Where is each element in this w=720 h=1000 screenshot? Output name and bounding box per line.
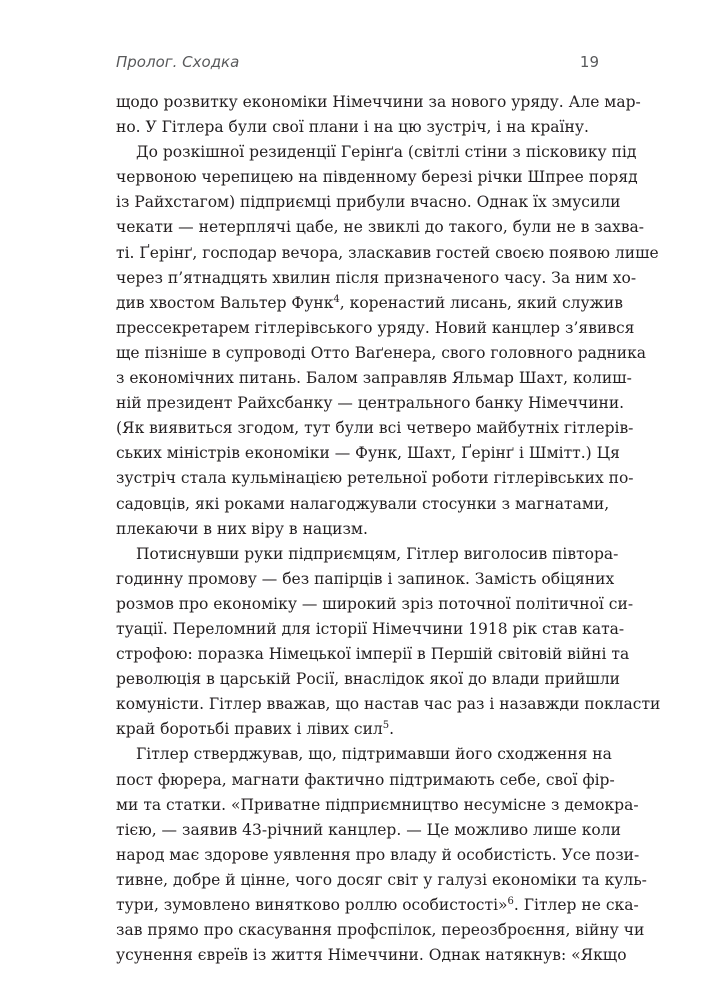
line-text: Гітлер стверджував, що, підтримавши його сходження на — [136, 745, 612, 764]
line-text: ських міністрів економіки — Функ, Шахт, Ґерінґ і Шмітт.) Ця — [116, 444, 620, 463]
text-line — [116, 667, 621, 692]
line-text: народ має здорове уявлення про владу й особистість. Усе пози- — [116, 845, 640, 864]
running-head — [116, 50, 599, 74]
line-text: чекати — нетерплячі цабе, не звиклі до такого, були не в захва- — [116, 218, 645, 237]
line-text: прессекретарем гітлерівського уряду. Новий канцлер з’явився — [116, 318, 635, 337]
line-text: розмов про економіку — широкий зріз поточної політичної си- — [116, 594, 634, 613]
line-text: туації. Переломний для історії Німеччини 1918 рік став ката- — [116, 619, 625, 638]
body-text — [116, 90, 661, 968]
text-line — [116, 617, 625, 642]
footnote-marker: 4 — [333, 293, 340, 305]
line-text: революція в царській Росії, внаслідок якої до влади прийшли — [116, 670, 621, 689]
line-text: плекаючи в них віру в нацизм. — [116, 519, 368, 538]
line-text: тією, — заявив 43-річний канцлер. — Це можливо лише коли — [116, 820, 621, 839]
text-line — [116, 517, 599, 542]
paragraph — [116, 742, 647, 968]
line-text: годинну промову — без папірців і запинок. Замість обіцяних — [116, 569, 615, 588]
paragraph — [116, 90, 641, 140]
text-line — [116, 215, 645, 240]
text-line — [116, 165, 638, 190]
line-text: До розкішної резиденції Герінґа (світлі стіни з пісковику під — [136, 143, 637, 162]
text-line — [116, 90, 641, 115]
text-line — [116, 943, 627, 968]
text-line — [116, 768, 615, 793]
text-line — [116, 341, 647, 366]
line-text: щодо розвитку економіки Німеччини за нового уряду. Але мар- — [116, 93, 641, 111]
line-text: ще пізніше в супроводі Отто Ваґенера, свого головного радника — [116, 343, 647, 362]
text-line — [116, 742, 612, 767]
text-line — [116, 542, 619, 567]
paragraph — [116, 542, 661, 743]
line-text: ми та статки. «Приватне підприємництво несумісне з демокра- — [116, 795, 639, 814]
line-text: пост фюрера, магнати фактично підтримають себе, свої фір- — [116, 770, 615, 789]
text-line — [116, 868, 647, 893]
text-line — [116, 291, 623, 316]
line-text: через п’ятнадцять хвилин після призначеного часу. За ним хо- — [116, 268, 637, 287]
paragraph — [116, 140, 659, 542]
text-line — [116, 366, 632, 391]
line-text: з економічних питань. Балом заправляв Яльмар Шахт, колиш- — [116, 369, 632, 388]
line-text: ній президент Райхсбанку — центрального банку Німеччини. — [116, 394, 625, 413]
line-text: но. У Гітлера були свої плани і на цю зустріч, і на країну. — [116, 118, 589, 137]
line-text: ті. Ґерінґ, господар вечора, зласкавив гостей своєю появою лише — [116, 243, 659, 262]
text-line — [116, 466, 634, 491]
text-line — [116, 642, 630, 667]
text-line — [116, 266, 637, 291]
line-text: червоною черепицею на південному березі річки Шпрее поряд — [116, 168, 638, 187]
page-number: 19 — [579, 53, 599, 71]
text-line — [116, 843, 640, 868]
text-line — [116, 115, 599, 140]
text-line — [116, 441, 620, 466]
line-text: усунення євреїв із життя Німеччини. Однак натякнув: «Якщо — [116, 946, 627, 965]
text-line — [116, 692, 661, 717]
text-line — [116, 391, 625, 416]
text-line — [116, 140, 637, 165]
text-line — [116, 592, 634, 617]
line-text: край боротьбі правих і лівих сил — [116, 720, 383, 739]
text-line — [116, 567, 615, 592]
text-line — [116, 918, 645, 943]
text-line — [116, 818, 621, 843]
text-line — [116, 416, 634, 441]
line-text-continued: , коренастий лисань, який служив — [339, 293, 623, 312]
line-text: (Як виявиться згодом, тут були всі четверо майбутніх гітлерів- — [116, 419, 634, 438]
footnote-marker: 6 — [507, 895, 514, 907]
text-line — [116, 793, 639, 818]
text-line — [116, 893, 639, 918]
line-text: див хвостом Вальтер Функ — [116, 293, 334, 312]
text-line — [116, 717, 599, 742]
line-text: садовців, які роками налагоджували стосунки з магнатами, — [116, 494, 610, 513]
line-text: тури, зумовлено винятково роллю особистості» — [116, 896, 508, 914]
line-text: комуністи. Гітлер вважав, що настав час раз і назавжди покласти — [116, 695, 661, 714]
line-text: строфою: поразка Німецької імперії в Першій світовій війні та — [116, 645, 630, 664]
text-line — [116, 492, 610, 517]
line-text: Потиснувши руки підприємцям, Гітлер виголосив півтора- — [136, 544, 619, 563]
text-line — [116, 190, 621, 215]
running-head-title: Пролог. Сходка — [116, 53, 240, 71]
line-text-continued: . Гітлер не ска- — [513, 896, 639, 914]
text-line — [116, 241, 659, 266]
line-text: зустріч стала кульмінацією ретельної роботи гітлерівських по- — [116, 469, 634, 488]
text-line — [116, 316, 635, 341]
line-text: тивне, добре й цінне, чого досяг світ у галузі економіки та куль- — [116, 870, 647, 889]
footnote-marker: 5 — [382, 720, 390, 732]
line-text: із Райхстагом) підприємці прибули вчасно. Однак їх змусили — [116, 193, 621, 212]
line-text: зав прямо про скасування профспілок, переозброєння, війну чи — [116, 921, 645, 940]
line-text-continued: . — [389, 720, 395, 739]
